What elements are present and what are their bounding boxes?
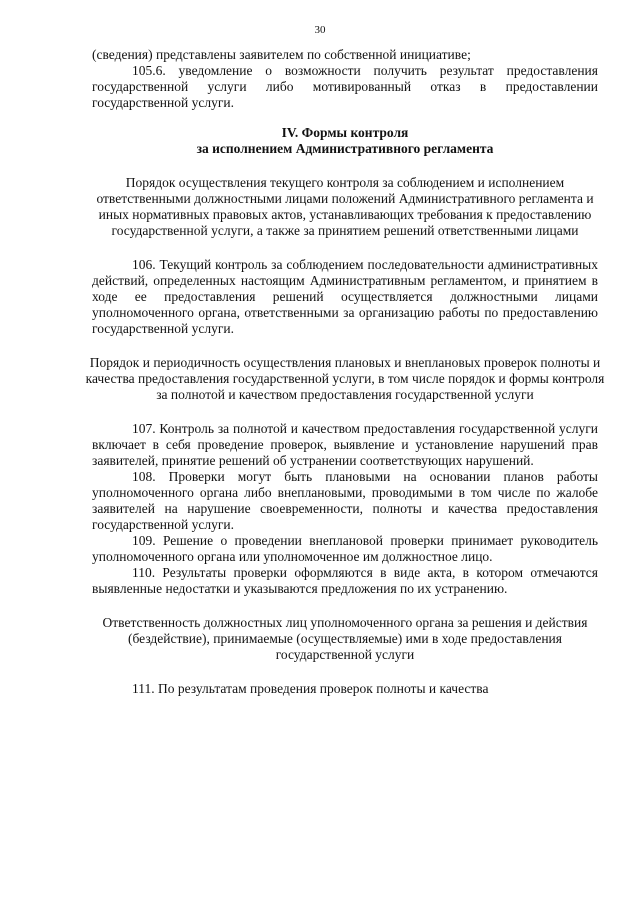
section-title-line1: IV. Формы контроля: [281, 125, 409, 140]
paragraph-107: 107. Контроль за полнотой и качеством предоставления государственной услуги включает в себя проведение проверок, выявление и установление нарушений прав заявителей, принятие решений об устранении соответствующих нарушений.: [92, 421, 598, 468]
subheading-responsibility: Ответственность должностных лиц уполномоченного органа за решения и действия (бездействие), принимаемые (осуществляемые) ими в ходе предоставления государственной услуги: [102, 615, 588, 662]
paragraph-111: 111. По результатам проведения проверок полноты и качества: [132, 681, 489, 696]
section-title: [92, 125, 598, 157]
paragraph-109: 109. Решение о проведении внеплановой проверки принимает руководитель уполномоченного органа или уполномоченное им должностное лицо.: [92, 533, 598, 564]
paragraph-106: 106. Текущий контроль за соблюдением последовательности административных действий, определенных настоящим Административным регламентом, и принятием в ходе ее предоставления решений осуществляется должностными лицами уполномоченного органа, ответственными за организацию работы по предоставлению государственной услуги.: [92, 257, 598, 336]
section-title-line2: за исполнением Административного регламента: [196, 141, 494, 156]
paragraph-110: 110. Результаты проверки оформляются в виде акта, в котором отмечаются выявленные недостатки и указываются предложения по их устранению.: [92, 565, 598, 596]
page-number: 30: [314, 24, 326, 36]
subheading-current-control: Порядок осуществления текущего контроля за соблюдением и исполнением ответственными должностными лицами положений Административного регламента и иных нормативных правовых актов, устанавливающих требования к предоставлению государственной услуги, а также за принятием решений ответственными лицами: [96, 175, 594, 238]
paragraph-continuation: (сведения) представлены заявителем по собственной инициативе;: [92, 47, 471, 62]
paragraph-108: 108. Проверки могут быть плановыми на основании планов работы уполномоченного органа либо внеплановыми, проводимыми в том числе по жалобе заявителей на нарушение своевременности, полноты и качества предоставления государственной услуги.: [92, 469, 598, 532]
paragraph-105-6: 105.6. уведомление о возможности получить результат предоставления государственной услуги либо мотивированный отказ в предоставлении государственной услуги.: [92, 63, 598, 110]
document-body: [85, 47, 605, 697]
subheading-inspections: Порядок и периодичность осуществления плановых и внеплановых проверок полноты и качества предоставления государственной услуги, в том числе порядок и формы контроля за полнотой и качеством предоставления государственной услуги: [85, 355, 605, 402]
